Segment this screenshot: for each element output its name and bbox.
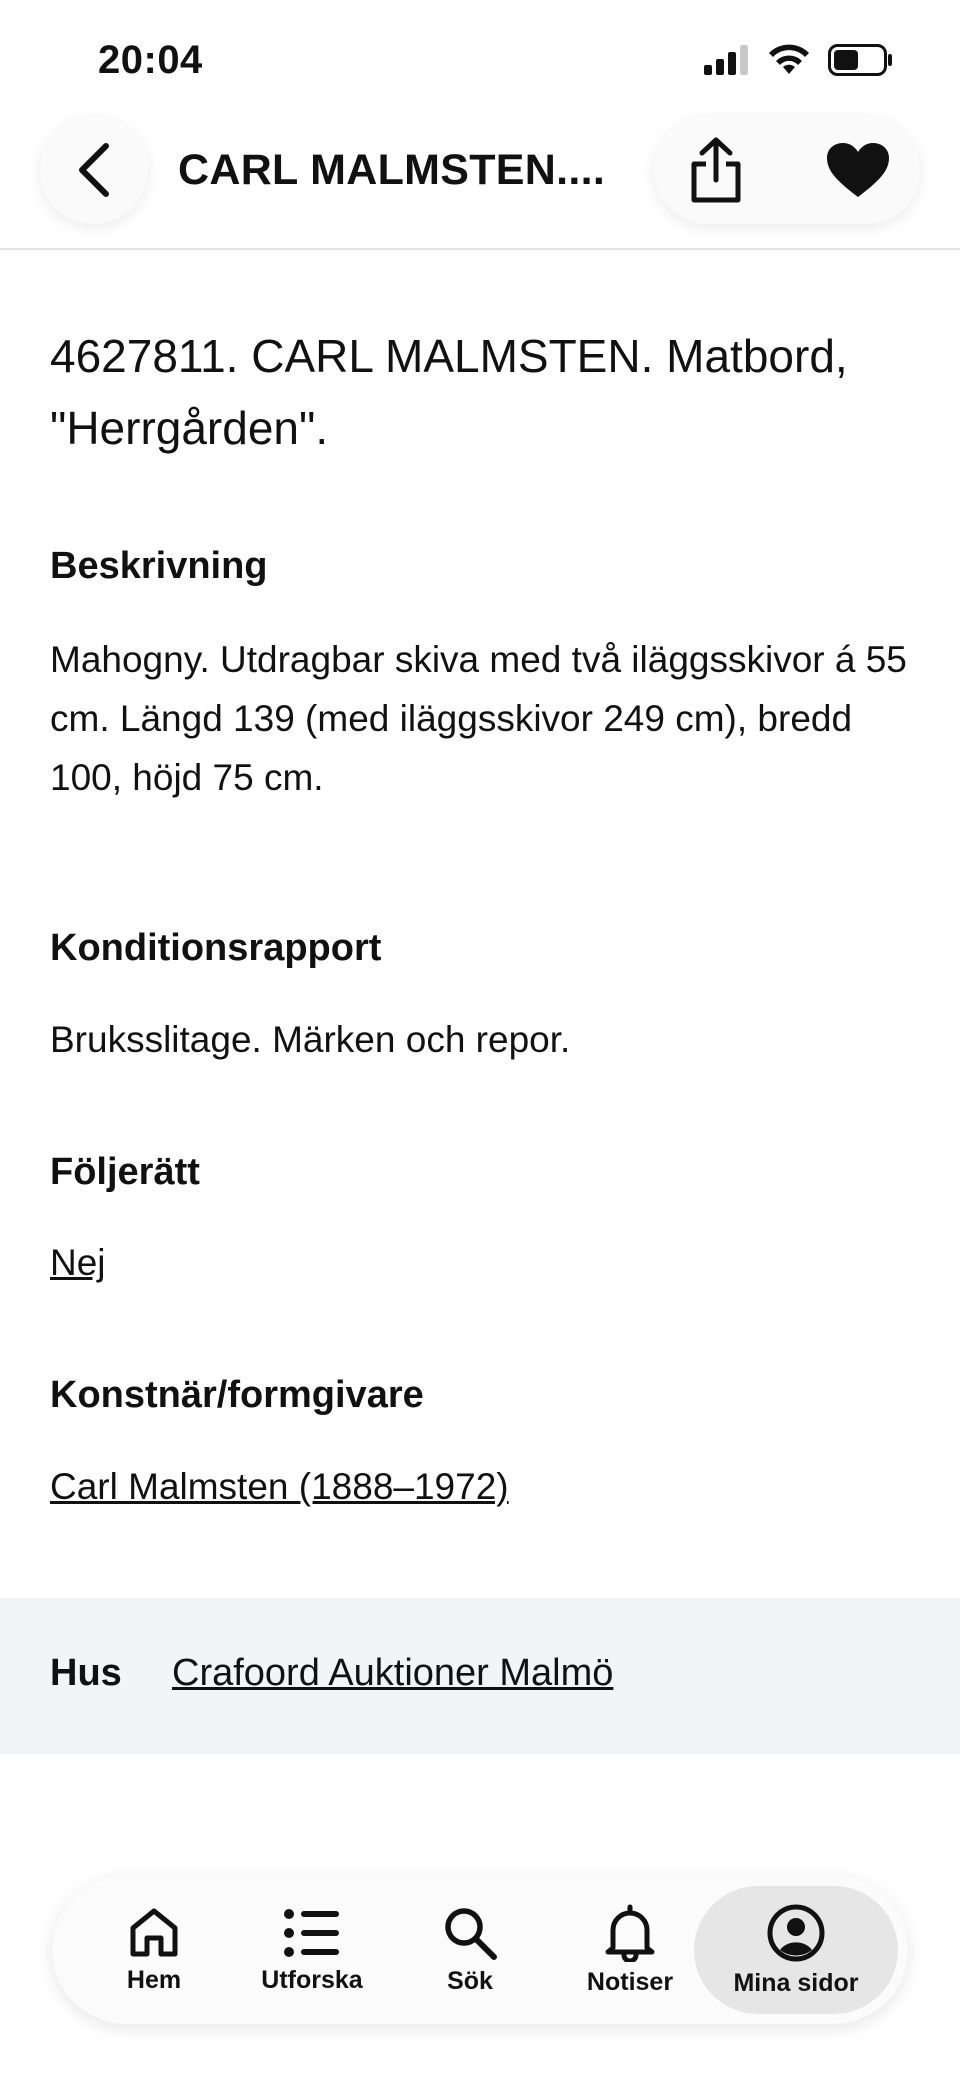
- cellular-signal-icon: [704, 45, 750, 75]
- status-icons: [704, 44, 894, 76]
- profile-icon: [766, 1903, 826, 1963]
- navigation-bar: [0, 110, 960, 250]
- heart-icon: [825, 141, 891, 199]
- tab-label-explore: Utforska: [261, 1965, 363, 1994]
- tab-label-my-pages: Mina sidor: [733, 1968, 859, 1997]
- condition-text: Bruksslitage. Märken och repor.: [50, 1019, 571, 1060]
- tab-label-home: Hem: [126, 1965, 182, 1994]
- home-icon: [127, 1906, 181, 1960]
- house-label: Hus: [50, 1652, 122, 1694]
- tab-notifications[interactable]: [568, 1876, 692, 2024]
- action-group: [654, 116, 920, 224]
- description-heading: Beskrivning: [50, 545, 268, 587]
- auction-house-row: [0, 1598, 960, 1754]
- wifi-icon: [768, 44, 810, 76]
- condition-heading: Konditionsrapport: [50, 927, 382, 969]
- battery-icon: [828, 44, 894, 76]
- tab-explore[interactable]: [240, 1876, 384, 2024]
- favorite-button[interactable]: [816, 128, 900, 212]
- list-icon: [283, 1906, 341, 1960]
- resale-right-heading: Följerätt: [50, 1151, 200, 1193]
- status-time: 20:04: [98, 38, 203, 82]
- share-icon: [688, 136, 744, 204]
- tab-home[interactable]: [92, 1876, 216, 2024]
- share-button[interactable]: [676, 128, 756, 212]
- status-bar: [0, 0, 960, 110]
- nav-title: CARL MALMSTEN....: [178, 146, 606, 194]
- tab-bar: [52, 1876, 908, 2024]
- search-icon: [442, 1905, 498, 1961]
- tab-my-pages[interactable]: [694, 1886, 898, 2014]
- bell-icon: [603, 1904, 657, 1962]
- tab-label-notifications: Notiser: [586, 1967, 674, 1996]
- house-link[interactable]: Crafoord Auktioner Malmö: [172, 1652, 614, 1694]
- artist-link[interactable]: Carl Malmsten (1888–1972): [50, 1466, 509, 1507]
- artist-heading: Konstnär/formgivare: [50, 1374, 424, 1416]
- lot-header: [50, 320, 920, 464]
- tab-search[interactable]: [420, 1876, 520, 2024]
- tab-label-search: Sök: [447, 1966, 493, 1995]
- resale-right-link[interactable]: Nej: [50, 1242, 106, 1283]
- back-button[interactable]: [40, 116, 148, 224]
- description-text: Mahogny. Utdragbar skiva med två iläggsskivor á 55 cm. Längd 139 (med iläggsskivor 249 cm), bredd 100, höjd 75 cm.: [50, 639, 907, 798]
- lot-title: 4627811. CARL MALMSTEN. Matbord, "Herrgården".: [50, 330, 848, 454]
- chevron-left-icon: [74, 142, 114, 198]
